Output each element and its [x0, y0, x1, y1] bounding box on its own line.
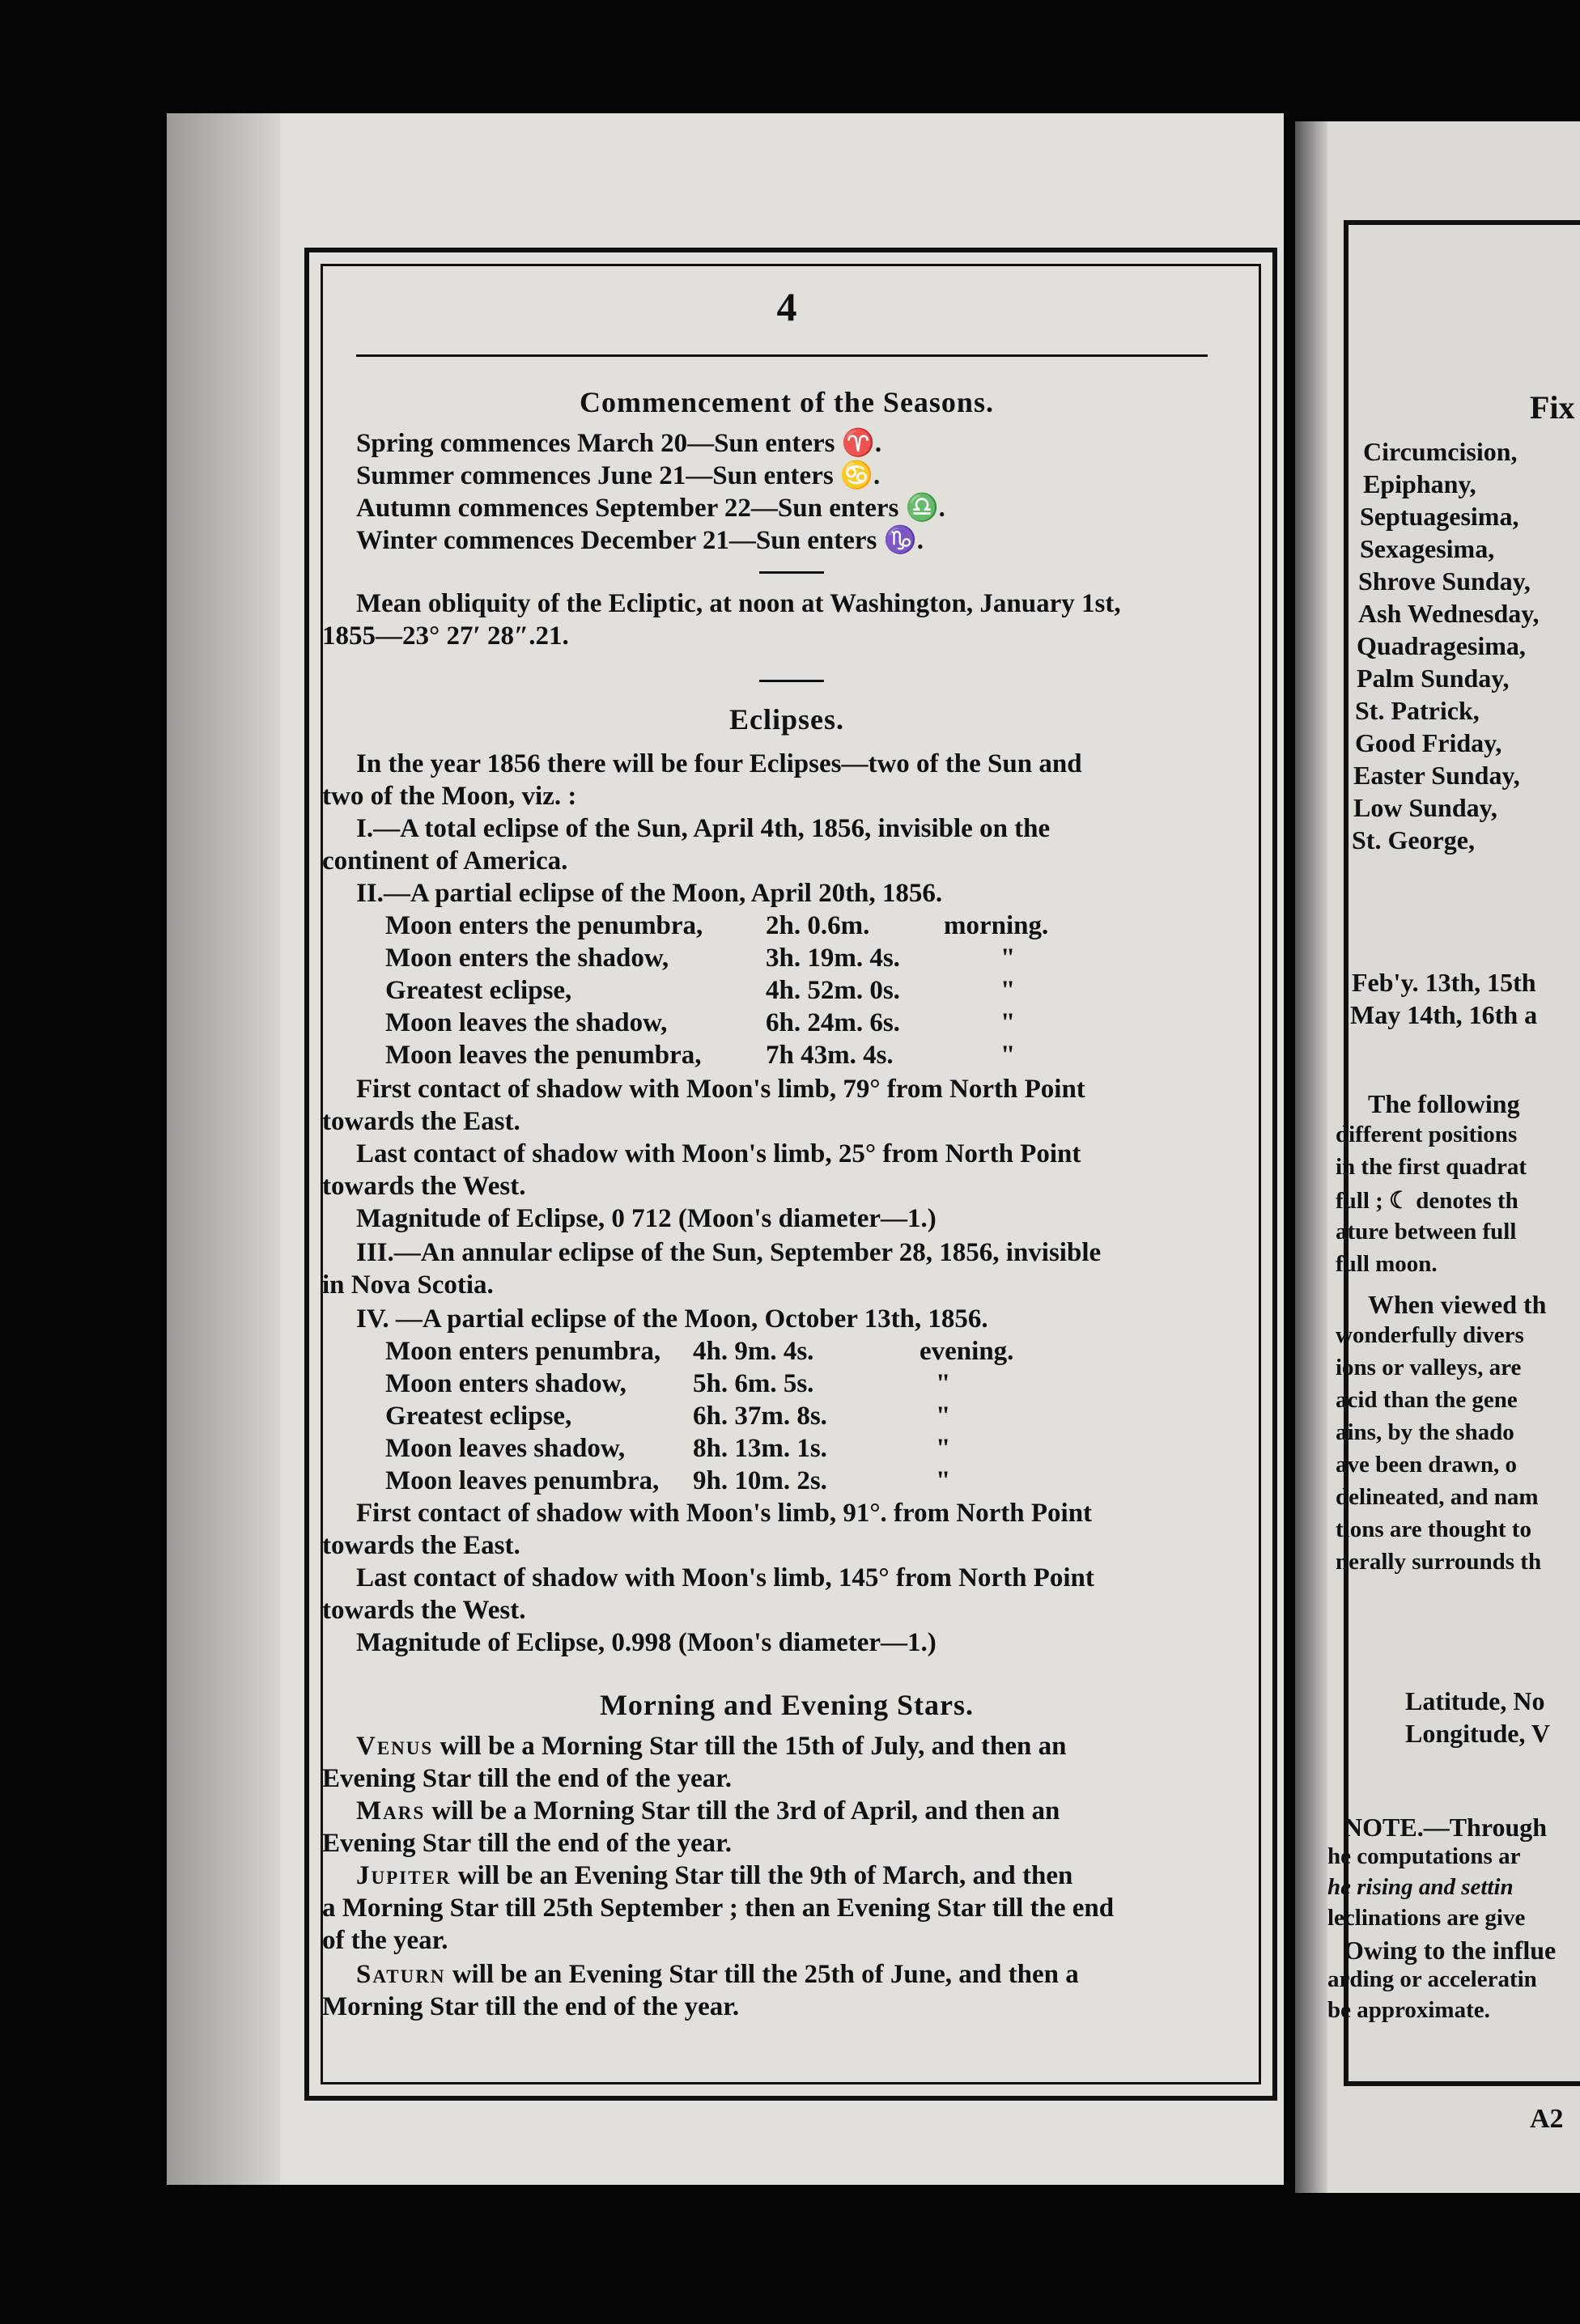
eclipse-2-contact: First contact of shadow with Moon's limb, 79° from North Point: [356, 1075, 1085, 1104]
eclipse-4-note: evening.: [920, 1337, 1014, 1366]
feast-item: Good Friday,: [1355, 728, 1502, 757]
eclipse-2-time: 4h. 52m. 0s.: [766, 976, 900, 1005]
eclipse-2-title: II.—A partial eclipse of the Moon, April 20th, 1856.: [356, 879, 943, 908]
para-line: When viewed th: [1368, 1290, 1547, 1319]
eclipse-2-event: Moon enters the shadow,: [385, 944, 669, 973]
note-line: he computations ar: [1327, 1843, 1521, 1869]
eclipse-4-note: ": [936, 1369, 951, 1398]
eclipse-3-text: in Nova Scotia.: [322, 1270, 494, 1300]
feast-item: Sexagesima,: [1360, 534, 1495, 563]
eclipse-1-text: I.—A total eclipse of the Sun, April 4th, 1856, invisible on the: [356, 814, 1051, 843]
signature-mark: A2: [1530, 2104, 1564, 2134]
mars-text: Mars will be a Morning Star till the 3rd of April, and then an: [356, 1796, 1060, 1826]
eclipse-3-text: III.—An annular eclipse of the Sun, September 28, 1856, invisible: [356, 1238, 1102, 1267]
stars-title: Morning and Evening Stars.: [599, 1689, 975, 1721]
venus-name: Venus: [356, 1732, 434, 1761]
obliquity-text: 1855—23° 27′ 28″.21.: [322, 621, 569, 651]
para-line: ains, by the shado: [1336, 1419, 1514, 1445]
eclipse-2-time: 2h. 0.6m.: [766, 911, 870, 940]
eclipse-2-contact: towards the West.: [322, 1172, 526, 1201]
eclipse-4-time: 6h. 37m. 8s.: [693, 1402, 827, 1431]
page-curl-shadow: [167, 113, 280, 2185]
eclipses-title: Eclipses.: [728, 703, 844, 736]
season-line: Winter commences December 21—Sun enters ♑.: [356, 526, 924, 555]
eclipse-4-time: 9h. 10m. 2s.: [693, 1466, 827, 1495]
season-line: Autumn commences September 22—Sun enters ♎.: [356, 494, 945, 523]
eclipses-intro: two of the Moon, viz. :: [322, 782, 577, 811]
gutter-shadow: [1295, 121, 1327, 2193]
eclipse-2-note: ": [1000, 976, 1016, 1005]
season-line: Summer commences June 21—Sun enters ♋.: [356, 461, 881, 490]
para-line: ature between full: [1336, 1219, 1517, 1245]
date-line: Feb'y. 13th, 15th: [1352, 968, 1536, 997]
saturn-text: Morning Star till the end of the year.: [322, 1992, 740, 2021]
page-number: 4: [776, 284, 797, 329]
eclipse-1-text: continent of America.: [322, 846, 568, 876]
eclipse-2-event: Moon leaves the penumbra,: [385, 1041, 702, 1070]
eclipse-4-event: Moon enters penumbra,: [385, 1337, 661, 1366]
seasons-title: Commencement of the Seasons.: [580, 386, 994, 418]
divider: [759, 571, 824, 574]
note-line: arding or acceleratin: [1327, 1966, 1537, 1992]
para-line: ave been drawn, o: [1336, 1452, 1517, 1478]
para-line: different positions: [1336, 1122, 1518, 1147]
mars-name: Mars: [356, 1796, 426, 1826]
eclipse-4-contact: Last contact of shadow with Moon's limb, 145° from North Point: [356, 1563, 1094, 1592]
facing-heading: Fix: [1530, 389, 1575, 426]
para-line: full ; ☾ denotes th: [1336, 1188, 1518, 1214]
header-rule: [356, 354, 1208, 357]
eclipse-2-contact: Last contact of shadow with Moon's limb, 25° from North Point: [356, 1139, 1081, 1168]
eclipse-4-event: Moon enters shadow,: [385, 1369, 626, 1398]
eclipses-intro: In the year 1856 there will be four Eclipses—two of the Sun and: [356, 749, 1082, 778]
jupiter-name: Jupiter: [356, 1861, 452, 1890]
eclipse-2-event: Moon enters the penumbra,: [385, 911, 703, 940]
note-line: NOTE.—Through: [1344, 1813, 1548, 1842]
feast-item: St. Patrick,: [1355, 696, 1480, 725]
feast-item: St. George,: [1352, 825, 1475, 855]
eclipse-4-time: 4h. 9m. 4s.: [693, 1337, 814, 1366]
eclipse-2-event: Greatest eclipse,: [385, 976, 572, 1005]
eclipse-2-time: 6h. 24m. 6s.: [766, 1008, 900, 1037]
eclipse-2-note: morning.: [944, 911, 1049, 940]
eclipse-2-event: Moon leaves the shadow,: [385, 1008, 668, 1037]
eclipse-4-title: IV. —A partial eclipse of the Moon, October 13th, 1856.: [356, 1304, 988, 1334]
obliquity-text: Mean obliquity of the Ecliptic, at noon at Washington, January 1st,: [356, 589, 1121, 618]
eclipse-4-event: Greatest eclipse,: [385, 1402, 572, 1431]
saturn-name: Saturn: [356, 1960, 446, 1989]
eclipse-4-event: Moon leaves penumbra,: [385, 1466, 660, 1495]
jupiter-text: Jupiter will be an Evening Star till the 9th of March, and then: [356, 1861, 1073, 1890]
divider: [759, 680, 824, 682]
eclipse-2-time: 7h 43m. 4s.: [766, 1041, 894, 1070]
note-line: leclinations are give: [1327, 1905, 1526, 1931]
feast-item: Quadragesima,: [1357, 631, 1526, 660]
venus-text: Venus will be a Morning Star till the 15th of July, and then an: [356, 1732, 1067, 1761]
jupiter-text: of the year.: [322, 1926, 448, 1955]
date-line: May 14th, 16th a: [1350, 1000, 1538, 1029]
eclipse-4-note: ": [936, 1466, 951, 1495]
feast-item: Ash Wednesday,: [1358, 599, 1540, 628]
eclipse-4-event: Moon leaves shadow,: [385, 1434, 626, 1463]
facing-border: [1344, 220, 1349, 2081]
eclipse-4-note: ": [936, 1434, 951, 1463]
para-line: acid than the gene: [1336, 1387, 1518, 1413]
feast-item: Easter Sunday,: [1353, 761, 1520, 790]
facing-border: [1344, 220, 1580, 225]
eclipse-4-contact: First contact of shadow with Moon's limb, 91°. from North Point: [356, 1499, 1093, 1528]
saturn-text: Saturn will be an Evening Star till the 25th of June, and then a: [356, 1960, 1079, 1989]
latitude-line: Latitude, No: [1405, 1686, 1545, 1715]
venus-text: Evening Star till the end of the year.: [322, 1764, 733, 1793]
eclipse-4-magnitude: Magnitude of Eclipse, 0.998 (Moon's diameter—1.): [356, 1628, 937, 1657]
mars-text: Evening Star till the end of the year.: [322, 1829, 733, 1858]
eclipse-4-time: 5h. 6m. 5s.: [693, 1369, 814, 1398]
feast-item: Palm Sunday,: [1357, 664, 1510, 693]
feast-item: Shrove Sunday,: [1358, 566, 1531, 596]
feast-item: Low Sunday,: [1353, 793, 1497, 822]
para-line: ions or valleys, are: [1336, 1355, 1522, 1380]
feast-item: Septuagesima,: [1360, 502, 1519, 531]
note-line: Owing to the influe: [1344, 1936, 1557, 1965]
para-line: in the first quadrat: [1336, 1154, 1527, 1180]
eclipse-2-note: ": [1000, 944, 1016, 973]
note-line: he rising and settin: [1327, 1874, 1514, 1900]
note-line: be approximate.: [1327, 1997, 1490, 2023]
eclipse-2-contact: towards the East.: [322, 1107, 520, 1136]
eclipse-4-contact: towards the East.: [322, 1531, 520, 1560]
longitude-line: Longitude, V: [1405, 1719, 1551, 1748]
para-line: delineated, and nam: [1336, 1484, 1539, 1510]
eclipse-2-note: ": [1000, 1008, 1016, 1037]
para-line: full moon.: [1336, 1251, 1438, 1277]
eclipse-2-magnitude: Magnitude of Eclipse, 0 712 (Moon's diameter—1.): [356, 1204, 937, 1233]
eclipse-4-time: 8h. 13m. 1s.: [693, 1434, 827, 1463]
eclipse-4-contact: towards the West.: [322, 1596, 526, 1625]
para-line: wonderfully divers: [1336, 1322, 1524, 1348]
para-line: The following: [1368, 1089, 1520, 1118]
jupiter-text: a Morning Star till 25th September ; then an Evening Star till the end: [322, 1894, 1115, 1923]
para-line: nerally surrounds th: [1336, 1549, 1542, 1575]
feast-item: Epiphany,: [1363, 469, 1476, 498]
season-line: Spring commences March 20—Sun enters ♈.: [356, 429, 882, 458]
eclipse-2-note: ": [1000, 1041, 1016, 1070]
para-line: tions are thought to: [1336, 1516, 1531, 1542]
eclipse-4-note: ": [936, 1402, 951, 1431]
feast-item: Circumcision,: [1363, 437, 1518, 466]
facing-border: [1344, 2081, 1580, 2086]
eclipse-2-time: 3h. 19m. 4s.: [766, 944, 900, 973]
